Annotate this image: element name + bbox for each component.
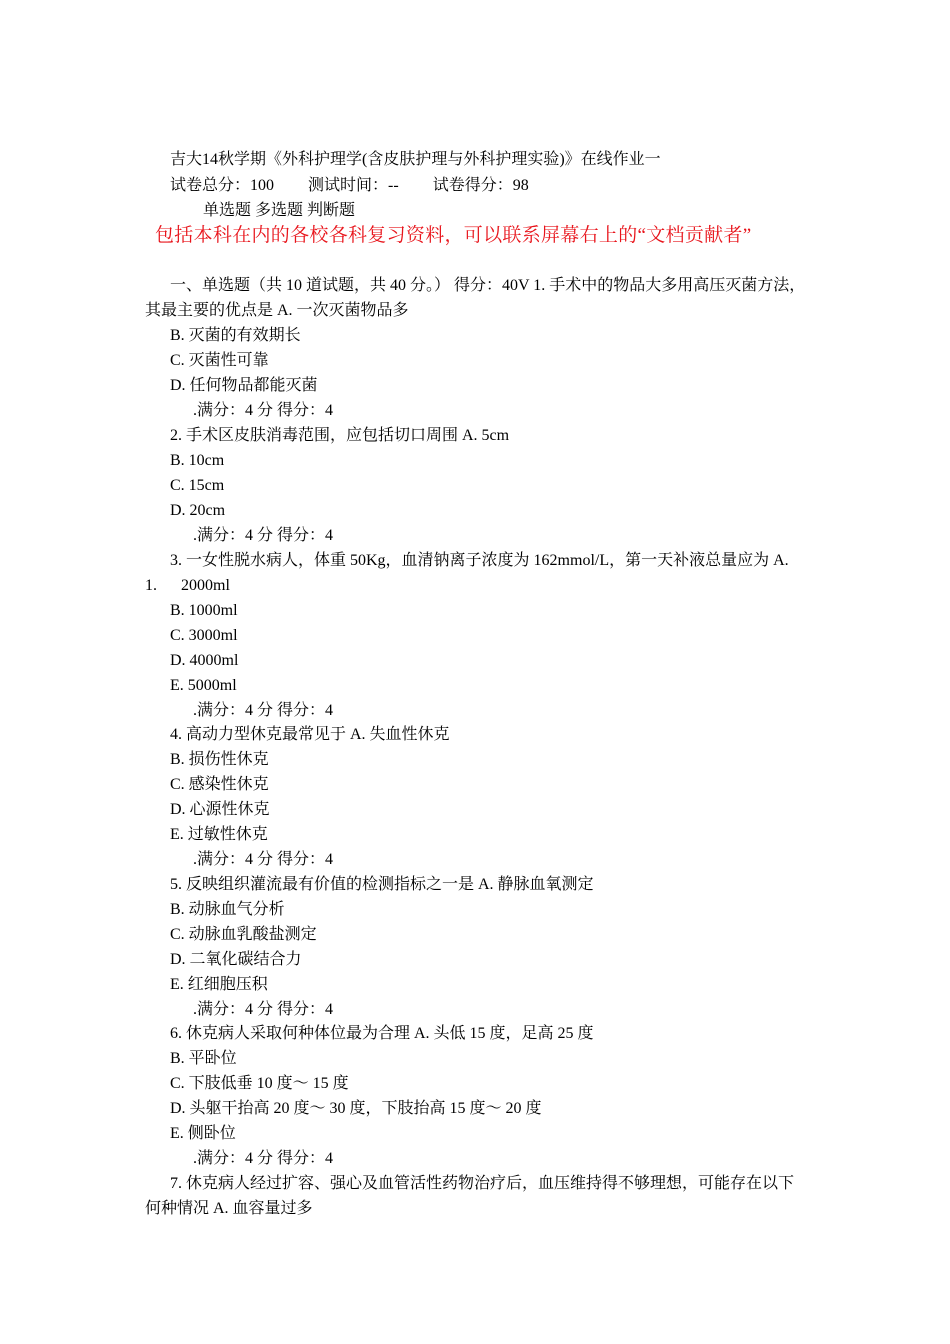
option: B. 1000ml [170, 602, 238, 619]
exam-meta [170, 175, 529, 197]
option: D. 心源性休克 [170, 801, 270, 818]
question-stem: 7. 休克病人经过扩容、强心及血管活性药物治疗后，血压维持得不够理想，可能存在以下 [170, 1175, 795, 1192]
option: E. 5000ml [170, 677, 237, 694]
option: B. 灭菌的有效期长 [170, 327, 301, 344]
question-stem: 2. 手术区皮肤消毒范围，应包括切口周围 A. 5cm [170, 427, 510, 444]
option: C. 感染性休克 [170, 776, 269, 793]
option: D. 头躯干抬高 20 度～ 30 度，下肢抬高 15 度～ 20 度 [170, 1100, 542, 1117]
option: C. 灭菌性可靠 [170, 352, 269, 369]
option: E. 过敏性休克 [170, 826, 268, 843]
option: C. 3000ml [170, 627, 238, 644]
option: B. 平卧位 [170, 1050, 237, 1067]
section-links: 单选题 多选题 判断题 [203, 202, 356, 219]
question-stem: 5. 反映组织灌流最有价值的检测指标之一是 A. 静脉血氧测定 [170, 876, 594, 893]
question-stem: 6. 休克病人采取何种体位最为合理 A. 头低 15 度，足高 25 度 [170, 1025, 594, 1042]
notice-banner: 包括本科在内的各校各科复习资料，可以联系屏幕右上的“文档贡献者” [155, 225, 752, 246]
section-heading: 一、单选题（共 10 道试题，共 40 分。） 得分：40V 1. 手术中的物品大多用高压灭菌方法， [170, 277, 806, 294]
score-line: .满分：4 分 得分：4 [193, 702, 334, 719]
question-stem: 3. 一女性脱水病人，体重 50Kg，血清钠离子浓度为 162mmol/L，第一天补液总量应为 A. [170, 552, 789, 569]
document-title: 吉大14秋学期《外科护理学(含皮肤护理与外科护理实验)》在线作业一 [170, 151, 661, 168]
option: B. 损伤性休克 [170, 751, 269, 768]
question-stem-cont: 其最主要的优点是 A. 一次灭菌物品多 [145, 302, 409, 319]
option: D. 二氧化碳结合力 [170, 951, 302, 968]
score-line: .满分：4 分 得分：4 [193, 527, 334, 544]
option: D. 任何物品都能灭菌 [170, 377, 318, 394]
option: C. 下肢低垂 10 度～ 15 度 [170, 1075, 349, 1092]
score-line: .满分：4 分 得分：4 [193, 851, 334, 868]
question-stem: 4. 高动力型休克最常见于 A. 失血性休克 [170, 726, 450, 743]
option: B. 10cm [170, 452, 225, 469]
option: E. 红细胞压积 [170, 976, 268, 993]
option: D. 4000ml [170, 652, 239, 669]
option: B. 动脉血气分析 [170, 901, 285, 918]
list-number: 1. [145, 577, 157, 594]
paper-score: 试卷得分：98 [432, 177, 529, 194]
option: C. 动脉血乳酸盐测定 [170, 926, 317, 943]
score-line: .满分：4 分 得分：4 [193, 1001, 334, 1018]
option: E. 侧卧位 [170, 1125, 236, 1142]
question-stem-cont: 何种情况 A. 血容量过多 [145, 1200, 313, 1217]
score-line: .满分：4 分 得分：4 [193, 402, 334, 419]
test-time: 测试时间：-- [308, 177, 399, 194]
total-score: 试卷总分：100 [170, 177, 275, 194]
question-stem-cont: 2000ml [181, 577, 230, 594]
option: C. 15cm [170, 477, 225, 494]
score-line: .满分：4 分 得分：4 [193, 1150, 334, 1167]
option: D. 20cm [170, 502, 226, 519]
